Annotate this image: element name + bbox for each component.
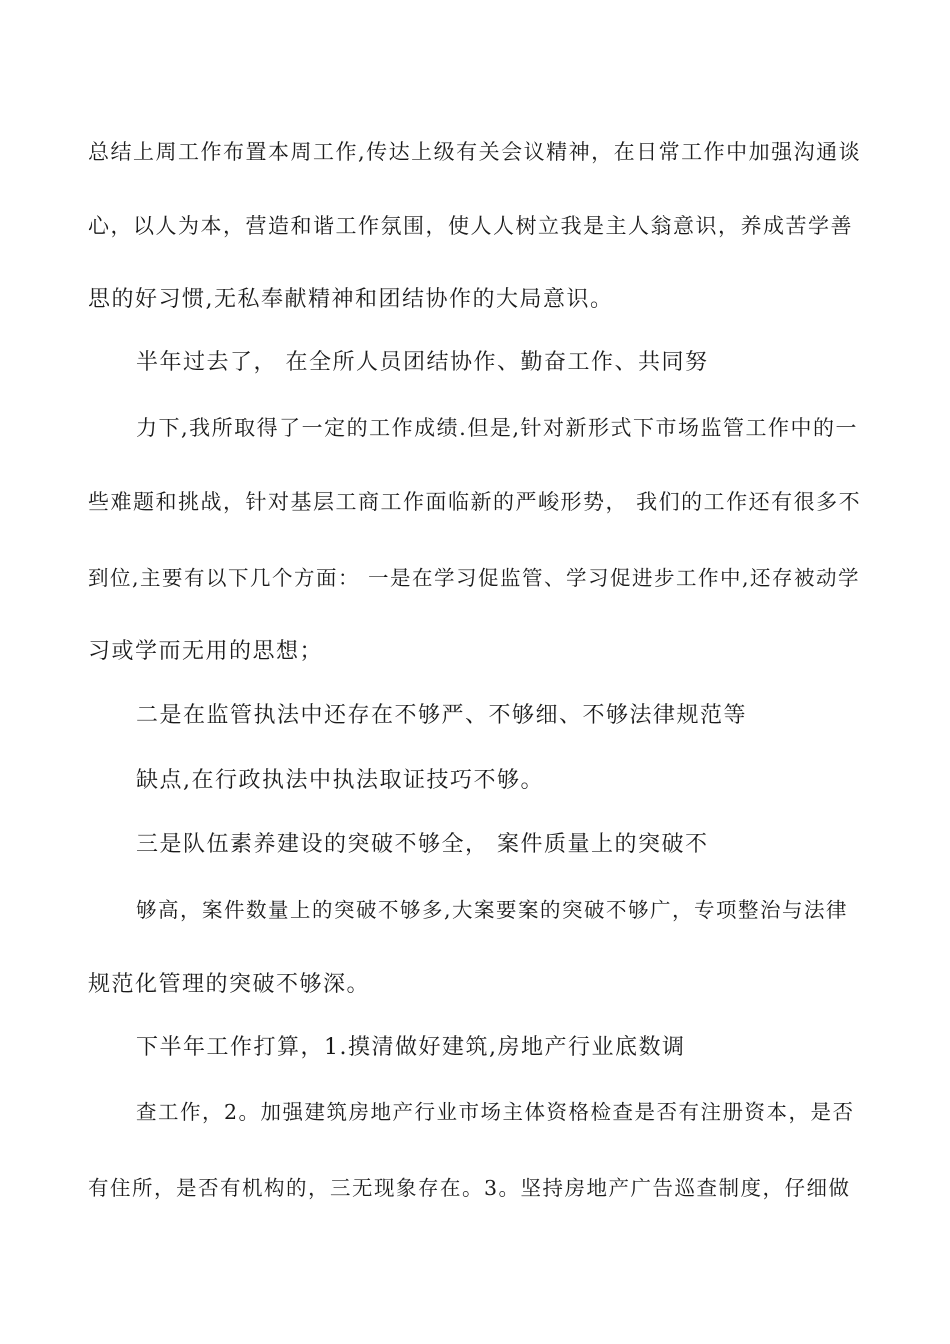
paragraph-line-14: 下半年工作打算，1.摸清做好建筑,房地产行业底数调 [136,1035,686,1060]
paragraph-line-3: 思的好习惯,无私奉献精神和团结协作的大局意识。 [88,287,614,312]
paragraph-line-10: 缺点,在行政执法中执法取证技巧不够。 [136,768,544,793]
paragraph-line-5: 力下,我所取得了一定的工作成绩.但是,针对新形式下市场监管工作中的一 [136,416,859,440]
paragraph-line-8: 习或学而无用的思想； [88,639,324,664]
paragraph-line-15: 查工作，2。加强建筑房地产行业市场主体资格检查是否有注册资本，是否 [136,1100,855,1124]
paragraph-line-2: 心，以人为本，营造和谐工作氛围，使人人树立我是主人翁意识，养成苦学善 [88,214,853,238]
paragraph-line-12: 够高，案件数量上的突破不够多,大案要案的突破不够广，专项整治与法律 [136,898,849,922]
paragraph-line-4: 半年过去了， 在全所人员团结协作、勤奋工作、共同努 [136,350,709,375]
paragraph-line-13: 规范化管理的突破不够深。 [88,972,371,997]
paragraph-line-6: 些难题和挑战，针对基层工商工作面临新的严峻形势， 我们的工作还有很多不 [88,490,862,514]
paragraph-line-9: 二是在监管执法中还存在不够严、不够细、不够法律规范等 [136,703,748,728]
paragraph-line-11: 三是队伍素养建设的突破不够全， 案件质量上的突破不 [136,832,709,857]
paragraph-line-1: 总结上周工作布置本周工作,传达上级有关会议精神，在日常工作中加强沟通谈 [88,140,862,164]
paragraph-line-7: 到位,主要有以下几个方面： 一是在学习促监管、学习促进步工作中,还存被动学 [88,566,861,590]
paragraph-line-16: 有住所，是否有机构的，三无现象存在。3。坚持房地产广告巡查制度，仔细做 [88,1176,851,1200]
